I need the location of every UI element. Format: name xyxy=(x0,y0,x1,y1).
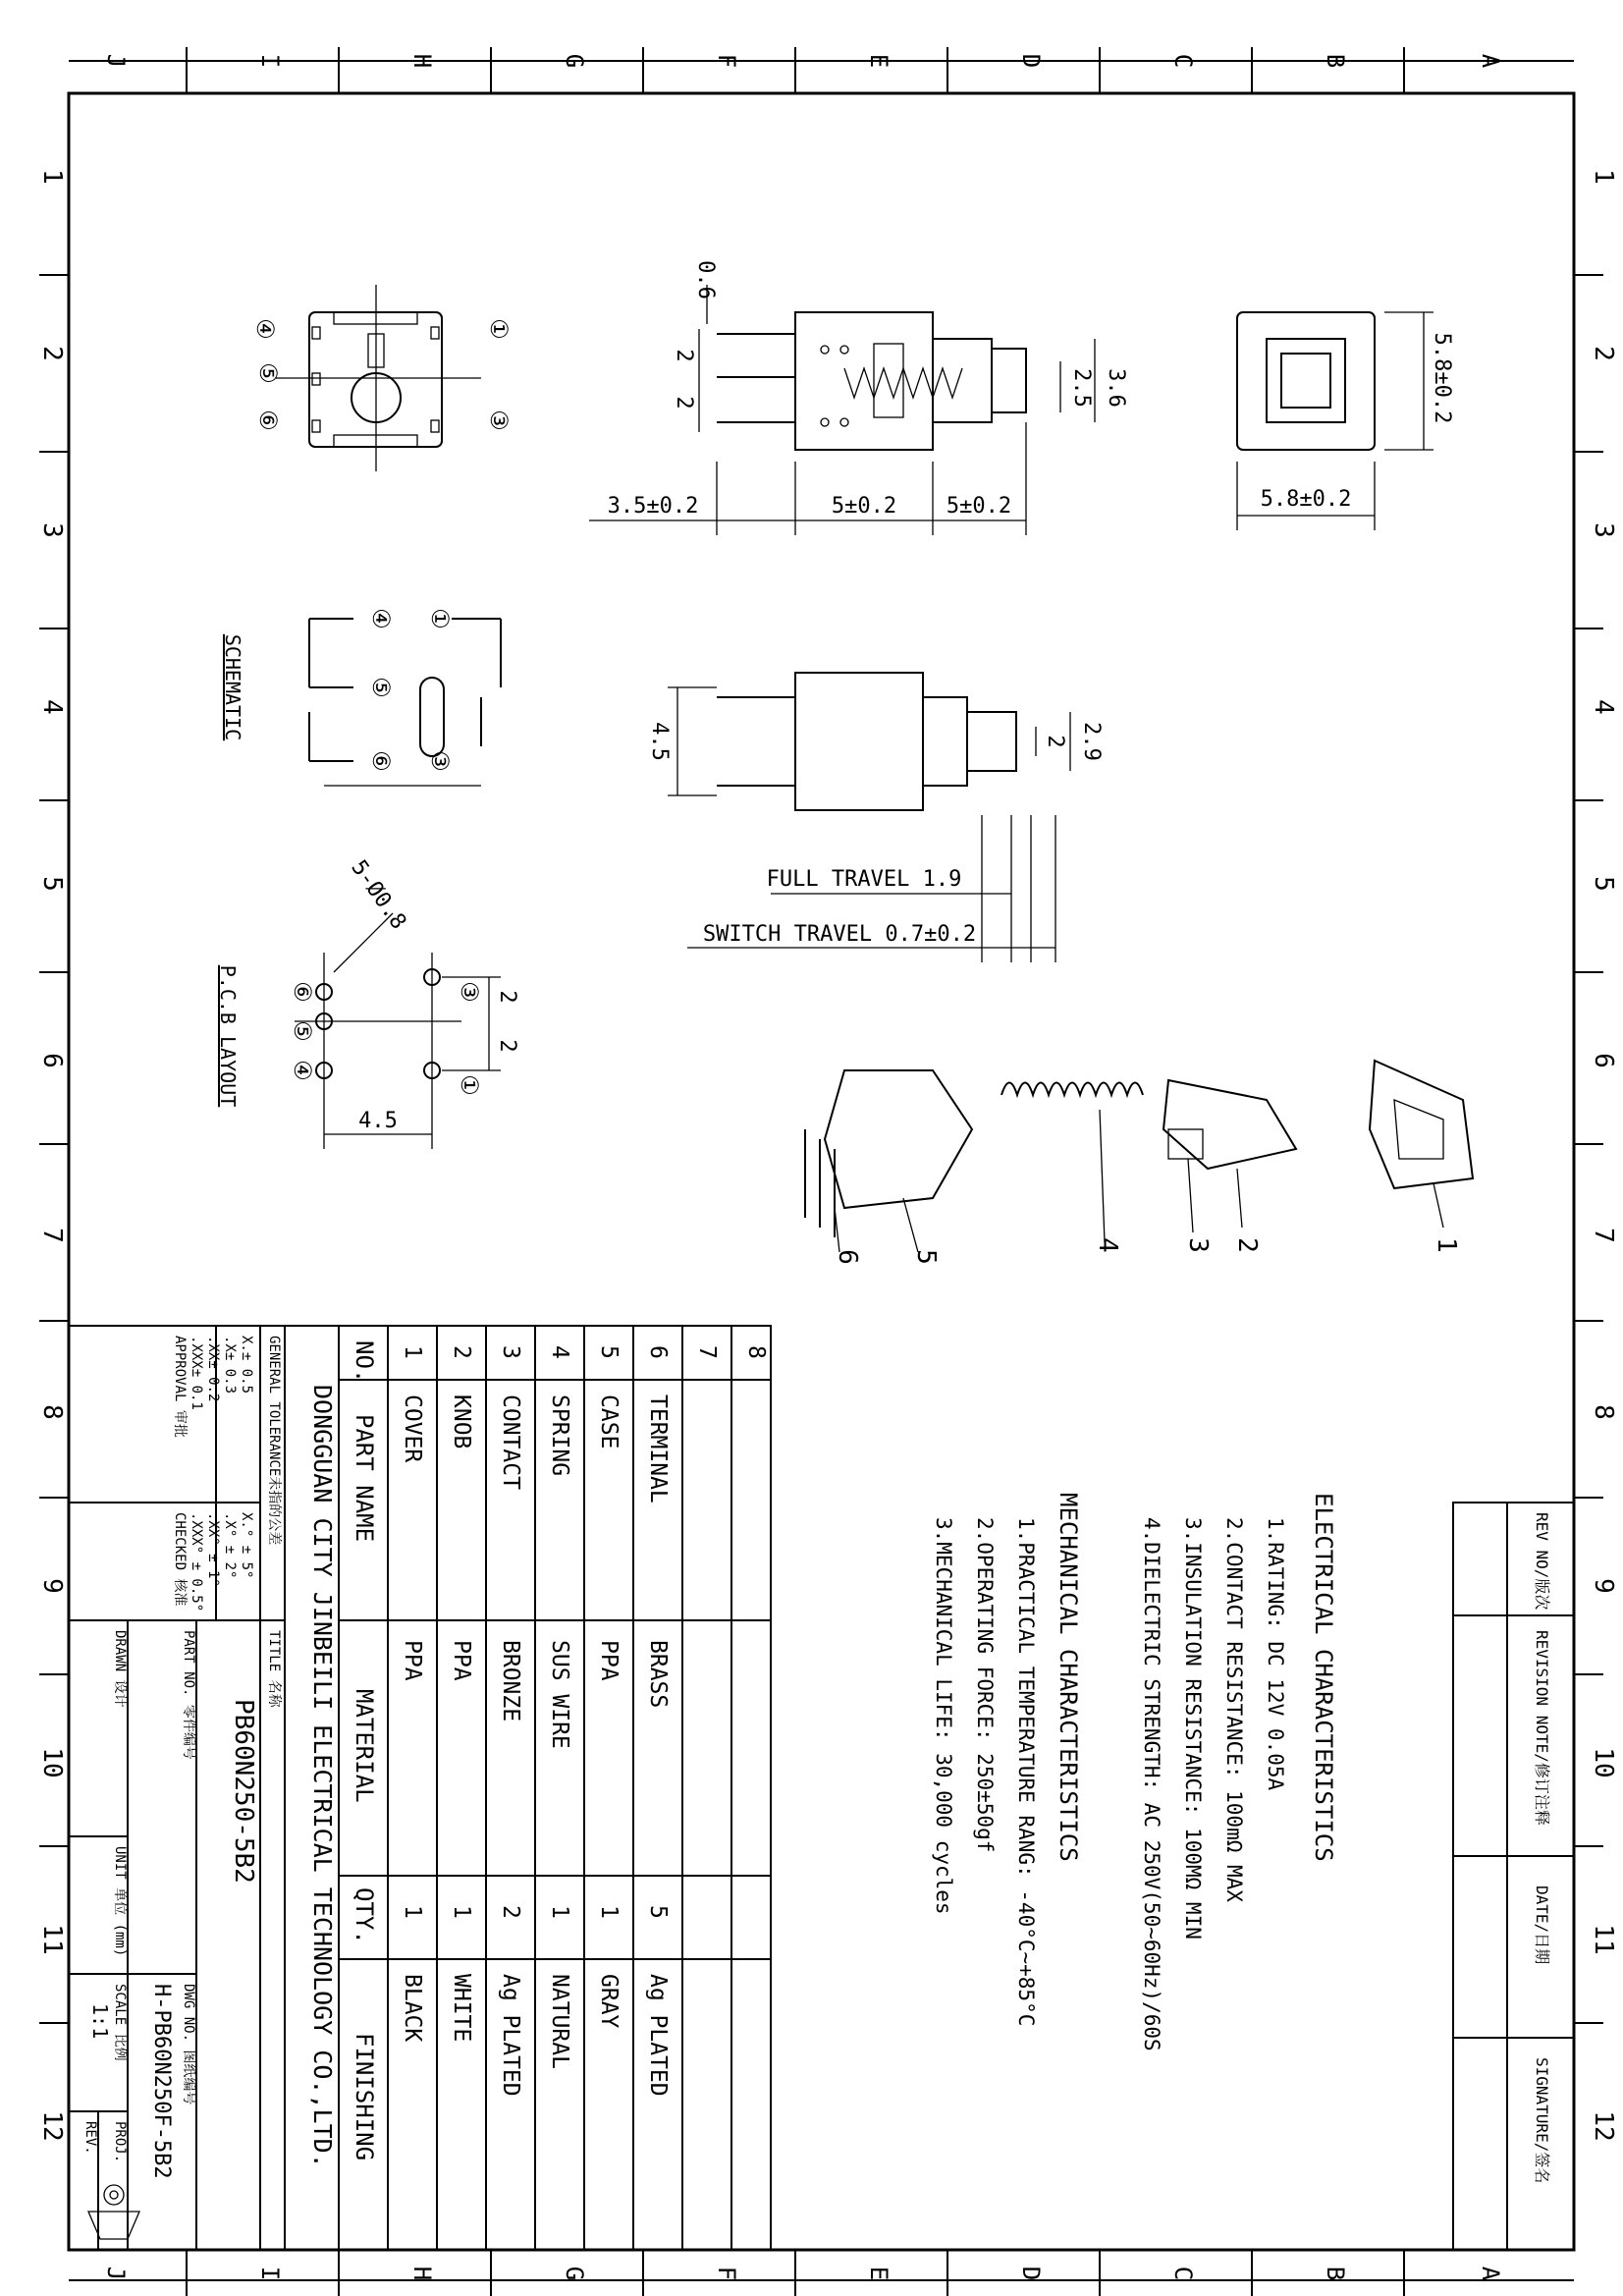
hole-spec: 5-Ø0.8 xyxy=(346,855,411,934)
dimension-label: 5±0.2 xyxy=(946,494,1012,519)
mechanical-item: 3.MECHANICAL LIFE: 30,000 cycles xyxy=(932,1517,955,1915)
top-view xyxy=(251,285,513,471)
bom-cell: BRONZE xyxy=(498,1640,523,1722)
mechanical-characteristics xyxy=(932,1493,1082,2026)
revision-header: REVISION NOTE/修订注释 xyxy=(1533,1630,1551,1826)
pin-label: ① xyxy=(426,608,454,629)
zone-number: 2 xyxy=(37,346,67,361)
side-view xyxy=(647,673,1104,962)
dimension-label: 5±0.2 xyxy=(831,494,897,519)
zone-number: 1 xyxy=(37,169,67,185)
zone-letter: H xyxy=(408,2266,436,2281)
revision-header: REV NO/版次 xyxy=(1533,1512,1551,1611)
zone-number: 12 xyxy=(37,2110,67,2142)
front-view xyxy=(589,260,1128,535)
bom-cell: PPA xyxy=(596,1640,622,1681)
pcb-layout xyxy=(216,856,519,1149)
dwg-no-label: DWG NO. 图纸编号 xyxy=(181,1984,196,2105)
pcb-layout-label: P.C.B LAYOUT xyxy=(216,964,240,1108)
bom-cell: 7 xyxy=(694,1345,720,1359)
tolerance-angular: X.° ± 5° xyxy=(239,1512,254,1579)
drawing-frame xyxy=(69,93,1574,2250)
dimension-label: 2.9 xyxy=(1079,722,1104,761)
pin-label: ⑥ xyxy=(289,981,316,1003)
callout-number: 2 xyxy=(1232,1237,1262,1253)
bom-cell: Ag PLATED xyxy=(645,1974,671,2097)
zone-letters-bottom xyxy=(102,2267,1504,2281)
dimension-label: 2 xyxy=(672,396,696,410)
pin-label: ① xyxy=(485,318,513,340)
dimension-label: 2 xyxy=(495,1039,519,1053)
pin-label: ③ xyxy=(485,410,513,431)
dimension-label: 2 xyxy=(495,990,519,1004)
zone-letter: I xyxy=(256,2266,284,2281)
zone-number: 5 xyxy=(37,876,67,892)
zone-letter: J xyxy=(102,2266,130,2281)
zone-letter: C xyxy=(1169,2266,1197,2281)
dimension-label: 2 xyxy=(1043,735,1067,748)
bom-cell: 1 xyxy=(596,1905,622,1919)
proj-label: PROJ. xyxy=(112,2121,128,2163)
bom-header: FINISHING xyxy=(351,2033,378,2161)
bom-cell: 4 xyxy=(547,1345,572,1359)
zone-letter: C xyxy=(1169,53,1197,69)
zone-letter: B xyxy=(1322,2266,1349,2281)
bom-cell: 2 xyxy=(449,1345,474,1359)
pin-label: ④ xyxy=(251,318,279,340)
zone-number: 5 xyxy=(1589,876,1618,892)
zone-letter: A xyxy=(1477,2266,1504,2281)
pin-label: ① xyxy=(456,1074,483,1096)
pin-label: ④ xyxy=(289,1060,316,1081)
pin-label: ③ xyxy=(426,750,454,772)
callout-number: 6 xyxy=(833,1249,862,1265)
zone-number: 4 xyxy=(1589,699,1618,715)
callout-number: 3 xyxy=(1183,1237,1213,1253)
bom-cell: PPA xyxy=(449,1640,474,1681)
rev-label: REV. xyxy=(82,2121,98,2155)
mechanical-title: MECHANICAL CHARACTERISTICS xyxy=(1055,1493,1082,1862)
tolerance-linear: .X± 0.3 xyxy=(222,1336,238,1394)
zone-number: 3 xyxy=(1589,522,1618,538)
bom-cell: Ag PLATED xyxy=(498,1974,523,2097)
zone-number: 2 xyxy=(1589,346,1618,361)
bom-cell: 1 xyxy=(400,1905,425,1919)
zone-number: 7 xyxy=(37,1228,67,1243)
zone-letter: H xyxy=(408,53,436,69)
pin-label: ③ xyxy=(456,981,483,1003)
bom-cell: TERMINAL xyxy=(645,1394,671,1503)
switch-travel-label: SWITCH TRAVEL 0.7±0.2 xyxy=(702,922,977,947)
electrical-characteristics xyxy=(1140,1493,1337,2051)
pin-label: ④ xyxy=(367,608,395,629)
zone-number: 1 xyxy=(1589,169,1618,185)
bom-cell: WHITE xyxy=(449,1974,474,2043)
dimension-label: 3.5±0.2 xyxy=(607,494,699,519)
zone-number: 9 xyxy=(37,1578,67,1594)
bom-cell: 3 xyxy=(498,1345,523,1359)
schematic xyxy=(221,608,501,786)
end-view xyxy=(1237,312,1454,530)
electrical-title: ELECTRICAL CHARACTERISTICS xyxy=(1310,1493,1337,1862)
revision-block xyxy=(1453,1503,1574,2250)
zone-letter: G xyxy=(561,2266,588,2281)
pin-label: ⑤ xyxy=(254,362,282,384)
electrical-item: 1.RATING: DC 12V 0.05A xyxy=(1264,1517,1287,1791)
bom-cell: 1 xyxy=(400,1345,425,1359)
zone-number: 12 xyxy=(1589,2110,1618,2142)
zone-letter: J xyxy=(102,53,130,69)
checked-label: CHECKED 核准 xyxy=(172,1512,188,1607)
bom-cell: 1 xyxy=(449,1905,474,1919)
bom-cell: KNOB xyxy=(449,1394,474,1449)
pin-label: ⑤ xyxy=(367,677,395,698)
bom-cell: SPRING xyxy=(547,1394,572,1477)
approval-label: APPROVAL 审批 xyxy=(172,1336,188,1438)
title-label: TITLE 名称 xyxy=(266,1630,282,1708)
zone-letter: D xyxy=(1017,53,1045,69)
scale-label: SCALE 比例 xyxy=(112,1984,128,2061)
zone-ticks xyxy=(39,47,1603,2296)
bom-cell: GRAY xyxy=(596,1974,622,2029)
zone-letter: E xyxy=(865,2266,893,2281)
tolerance-linear: X.± 0.5 xyxy=(239,1336,254,1394)
zone-letter: B xyxy=(1322,53,1349,69)
callout-number: 1 xyxy=(1432,1237,1461,1253)
dimension-label: 5.8±0.2 xyxy=(1430,332,1454,424)
full-travel-label: FULL TRAVEL 1.9 xyxy=(766,867,962,892)
schematic-label: SCHEMATIC xyxy=(221,633,244,741)
dwg-no-value: H-PB60N250F-5B2 xyxy=(149,1984,174,2179)
dimension-label: 5.8±0.2 xyxy=(1260,487,1352,512)
bom-cell: 6 xyxy=(645,1345,671,1359)
mechanical-item: 2.OPERATING FORCE: 250±50gf xyxy=(973,1517,997,1853)
bom-table xyxy=(339,1326,771,2250)
drawn-label: DRAWN 设计 xyxy=(112,1630,128,1708)
bom-cell: PPA xyxy=(400,1640,425,1681)
tolerance-linear: .XXX± 0.1 xyxy=(189,1336,204,1410)
revision-header: SIGNATURE/签名 xyxy=(1533,2057,1551,2184)
mechanical-item: 1.PRACTICAL TEMPERATURE RANG: -40°C~+85°C xyxy=(1014,1517,1038,2027)
tolerance-angular: .X° ± 2° xyxy=(222,1512,238,1579)
dimension-label: 3.6 xyxy=(1104,368,1128,408)
zone-number: 6 xyxy=(1589,1053,1618,1068)
zone-number: 4 xyxy=(37,699,67,715)
bom-header: NO. xyxy=(351,1340,378,1384)
bom-cell: 5 xyxy=(645,1905,671,1919)
bom-cell: 1 xyxy=(547,1905,572,1919)
revision-header: DATE/日期 xyxy=(1533,1886,1551,1965)
callout-number: 4 xyxy=(1093,1237,1122,1253)
callout-number: 5 xyxy=(911,1249,941,1265)
bom-cell: SUS WIRE xyxy=(547,1640,572,1749)
zone-number: 7 xyxy=(1589,1228,1618,1243)
exploded-view xyxy=(805,1061,1473,1265)
title-value: PB60N250-5B2 xyxy=(229,1699,258,1884)
zone-number: 6 xyxy=(37,1053,67,1068)
bom-cell: 8 xyxy=(743,1345,769,1359)
scale-value: 1:1 xyxy=(88,2003,112,2040)
bom-cell: COVER xyxy=(400,1394,425,1463)
pin-label: ⑥ xyxy=(254,410,282,431)
dimension-label: 4.5 xyxy=(647,722,672,761)
electrical-item: 2.CONTACT RESISTANCE: 100mΩ MAX xyxy=(1222,1517,1246,1902)
bom-cell: 5 xyxy=(596,1345,622,1359)
dimension-label: 4.5 xyxy=(358,1109,398,1133)
part-no-label: PART NO. 零件编号 xyxy=(181,1630,196,1760)
bom-cell: CASE xyxy=(596,1394,622,1449)
projection-symbol xyxy=(88,2185,139,2239)
zone-number: 11 xyxy=(37,1924,67,1955)
bom-cell: NATURAL xyxy=(547,1974,572,2069)
zone-letter: A xyxy=(1477,53,1504,69)
title-block xyxy=(69,1326,339,2250)
zone-letter: E xyxy=(865,53,893,69)
pin-label: ⑤ xyxy=(289,1020,316,1042)
zone-number: 3 xyxy=(37,522,67,538)
tolerance-angular: .XXX° ± 0.5° xyxy=(189,1512,204,1613)
zone-number: 11 xyxy=(1589,1924,1618,1955)
zone-number: 10 xyxy=(37,1747,67,1778)
bom-cell: 2 xyxy=(498,1905,523,1919)
general-tolerance-label: GENERAL TOLERANCE未指的公差 xyxy=(266,1336,282,1546)
zone-number: 8 xyxy=(37,1404,67,1420)
electrical-item: 3.INSULATION RESISTANCE: 100MΩ MIN xyxy=(1181,1517,1205,1940)
zone-letter: F xyxy=(713,53,740,69)
dimension-label: 2.5 xyxy=(1069,368,1094,408)
zone-letter: D xyxy=(1017,2266,1045,2281)
bom-cell: BLACK xyxy=(400,1974,425,2043)
zone-number: 9 xyxy=(1589,1578,1618,1594)
bom-header: MATERIAL xyxy=(351,1689,378,1803)
zone-letter: G xyxy=(561,53,588,69)
bom-header: PART NAME xyxy=(351,1414,378,1543)
bom-header: QTY. xyxy=(351,1887,378,1944)
unit-label: UNIT 单位 (mm) xyxy=(112,1846,128,1957)
dimension-label: 0.6 xyxy=(693,260,718,300)
zone-number: 10 xyxy=(1589,1747,1618,1778)
zone-letter: I xyxy=(256,53,284,69)
zone-number: 8 xyxy=(1589,1404,1618,1420)
company-name: DONGGUAN CITY JINBEILI ELECTRICAL TECHNOLOGY CO.,LTD. xyxy=(308,1385,337,2168)
pin-label: ⑥ xyxy=(367,750,395,772)
tolerance-linear: .XX± 0.2 xyxy=(205,1336,221,1402)
zone-letter: F xyxy=(713,2266,740,2281)
electrical-item: 4.DIELECTRIC STRENGTH: AC 250V(50~60Hz)/60S xyxy=(1140,1517,1163,2051)
tolerance-angular: .XX° ± 1° xyxy=(205,1512,221,1587)
bom-cell: CONTACT xyxy=(498,1394,523,1490)
dimension-label: 2 xyxy=(672,349,696,362)
bom-cell: BRASS xyxy=(645,1640,671,1709)
